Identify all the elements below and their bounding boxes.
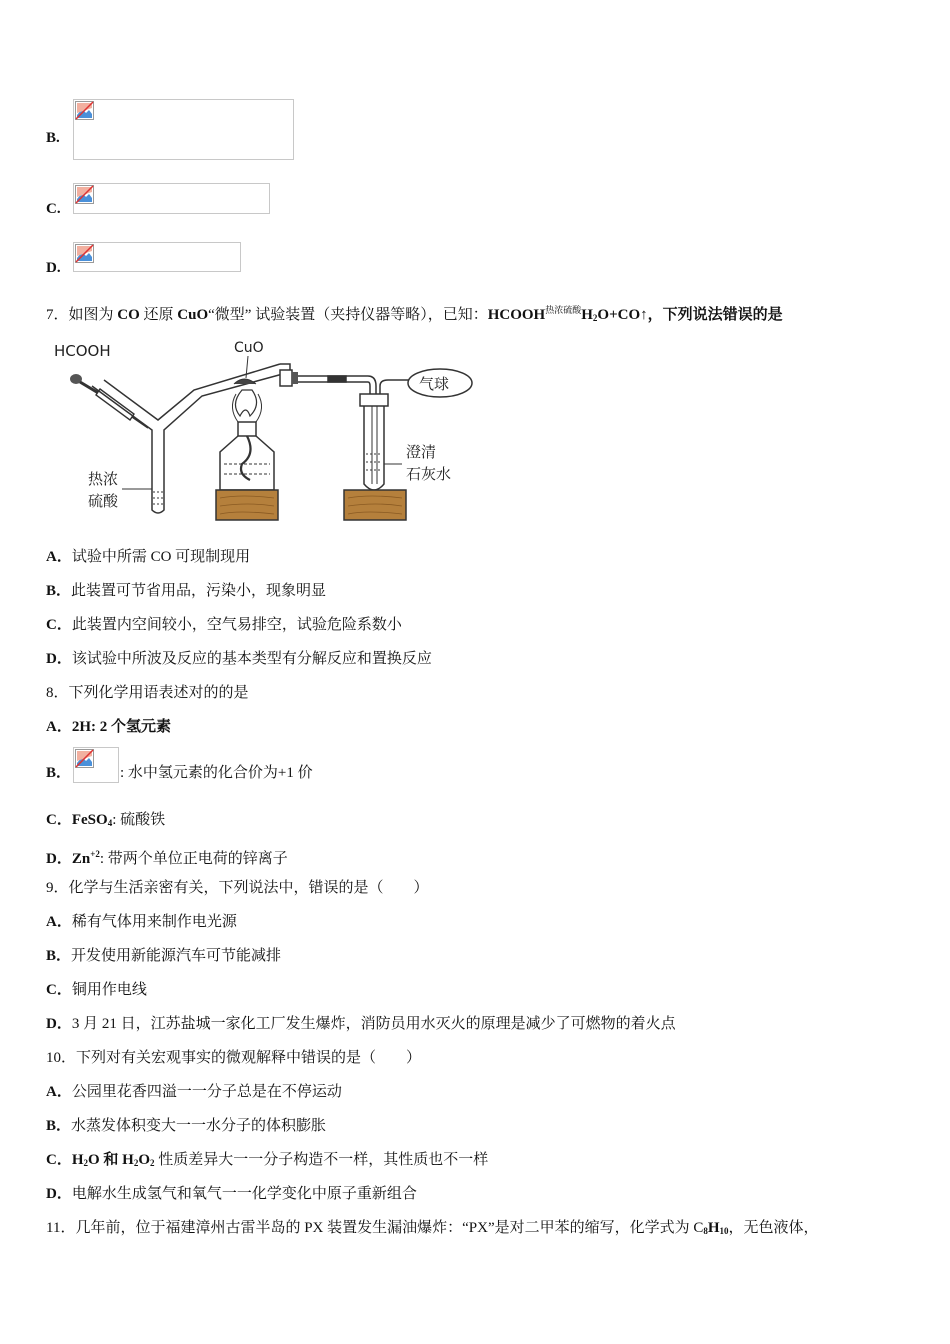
- subscript: 2: [150, 1158, 155, 1168]
- q9-option-c: [46, 980, 147, 1000]
- q9-option-d: [46, 1014, 676, 1034]
- q7-stem-text: 7．如图为: [46, 307, 118, 323]
- q7-option-d: [46, 649, 432, 669]
- question-stem: 8．下列化学用语表述对的的是: [46, 685, 249, 701]
- broken-image-icon: [75, 185, 94, 204]
- broken-image-icon: [75, 101, 94, 120]
- hcooh-label: HCOOH: [54, 342, 111, 360]
- option-text: 水蒸发体积变大一一水分子的体积膨胀: [71, 1118, 327, 1134]
- balloon: [408, 369, 472, 397]
- option-label: C．: [46, 1152, 72, 1168]
- formula-co: CO: [117, 307, 140, 323]
- option-text: 铜用作电线: [71, 982, 147, 998]
- q7-stem-text: 还原: [139, 307, 178, 323]
- question-stem: 11．几年前，位于福建漳州古雷半岛的 PX 装置发生漏油爆炸：“PX”是对二甲苯的缩写，化学式为 C: [46, 1220, 704, 1236]
- dropper: [70, 374, 148, 428]
- subscript: 2: [592, 313, 598, 323]
- subscript: 2: [133, 1158, 139, 1168]
- option-text: : 水中氢元素的化合价为+1 价: [120, 765, 313, 781]
- connector-tube: [298, 376, 410, 404]
- option-text: 公园里花香四溢一一分子总是在不停运动: [71, 1084, 342, 1100]
- option-text: 稀有气体用来制作电光源: [71, 914, 237, 930]
- q6-option-c: [46, 199, 61, 219]
- cuo-label: CuO: [234, 340, 264, 356]
- option-label: B．: [46, 583, 72, 599]
- option-label: D．: [46, 1186, 72, 1202]
- q10-option-d: [46, 1184, 417, 1204]
- broken-image-icon: [75, 749, 94, 768]
- q8-option-b-text: [120, 763, 313, 783]
- formula-products: H: [581, 307, 593, 323]
- q8-option-b-image: [73, 747, 119, 783]
- broken-image-icon: [75, 244, 94, 263]
- option-label: D.: [46, 260, 61, 276]
- subscript: 4: [107, 818, 113, 828]
- q8-option-a: [46, 717, 171, 737]
- q10-option-a: [46, 1082, 342, 1102]
- q7-stem-text: “微型” 试验装置（夹持仪器等略），已知：: [208, 307, 488, 323]
- subscript: 10: [719, 1226, 729, 1236]
- balloon-label: 气球: [419, 375, 450, 393]
- formula-cuo: CuO: [177, 307, 209, 323]
- option-text: 此装置内空间较小，空气易排空，试验危险系数小: [71, 617, 402, 633]
- superscript: +2: [90, 849, 100, 859]
- q7-option-b: [46, 581, 326, 601]
- wooden-block: [344, 490, 406, 520]
- q8-stem: [46, 683, 249, 703]
- q8-option-b: [46, 763, 71, 783]
- option-label: B．: [46, 1118, 72, 1134]
- option-label: B．: [46, 948, 72, 964]
- q10-option-b: [46, 1116, 326, 1136]
- q7-stem: [46, 305, 783, 328]
- option-label: A．: [46, 914, 72, 930]
- option-text: 此装置可节省用品，污染小，现象明显: [71, 583, 327, 599]
- wooden-block: [216, 490, 278, 520]
- formula: O 和 H: [88, 1152, 134, 1168]
- option-text: 试验中所需 CO 可现制现用: [71, 549, 251, 565]
- option-label: C．: [46, 812, 72, 828]
- option-label: D．: [46, 1016, 72, 1032]
- option-text: 3 月 21 日，江苏盐城一家化工厂发生爆炸，消防员用水灭火的原理是减少了可燃物的着火点: [71, 1016, 676, 1032]
- option-label: B.: [46, 130, 60, 146]
- q6-option-b-image: [73, 99, 294, 160]
- lime-water-label-2: 石灰水: [406, 465, 452, 483]
- question-stem: 9．化学与生活亲密有关，下列说法中，错误的是（ ）: [46, 880, 429, 896]
- formula-products: O+CO↑，下列说法错误的是: [597, 307, 783, 323]
- acid-label-2: 硫酸: [88, 492, 119, 510]
- q6-option-d: [46, 258, 61, 278]
- q6-option-c-image: [73, 183, 270, 214]
- formula: H: [707, 1220, 720, 1236]
- alcohol-lamp: [220, 422, 274, 490]
- q6-option-b: [46, 128, 60, 148]
- option-label: C．: [46, 982, 72, 998]
- lime-water-label-1: 澄清: [406, 443, 437, 461]
- reaction-condition: 热浓硫酸: [545, 305, 582, 315]
- test-tube: [360, 394, 402, 490]
- question-stem: 10．下列对有关宏观事实的微观解释中错误的是（ ）: [46, 1050, 422, 1066]
- question-stem: ，无色液体，: [728, 1220, 819, 1236]
- q10-option-c: [46, 1150, 488, 1173]
- option-text: : 硫酸铁: [112, 812, 166, 828]
- subscript: 2: [83, 1158, 89, 1168]
- option-text: 该试验中所波及反应的基本类型有分解反应和置换反应: [71, 651, 432, 667]
- formula-feso4: FeSO: [71, 812, 108, 828]
- q11-stem: [46, 1218, 819, 1241]
- formula: H: [71, 1152, 84, 1168]
- option-text: 性质差异大一一分子构造不一样，其性质也不一样: [154, 1152, 489, 1168]
- option-text: 电解水生成氢气和氧气一一化学变化中原子重新组合: [71, 1186, 417, 1202]
- option-label: A．: [46, 549, 72, 565]
- option-label: A．: [46, 1084, 72, 1100]
- q9-stem: [46, 878, 429, 898]
- option-text: 开发使用新能源汽车可节能减排: [71, 948, 282, 964]
- q8-option-d: [46, 844, 288, 869]
- option-label: B．: [46, 765, 72, 781]
- option-label: C.: [46, 201, 61, 217]
- option-text: 2H: 2 个氢元素: [71, 719, 172, 735]
- option-label: D．: [46, 851, 72, 867]
- subscript: 8: [703, 1226, 708, 1236]
- acid-label-1: 热浓: [88, 470, 119, 488]
- option-label: D．: [46, 651, 72, 667]
- q7-option-c: [46, 615, 402, 635]
- formula: O: [138, 1152, 151, 1168]
- option-label: A．: [46, 719, 72, 735]
- option-text: : 带两个单位正电荷的锌离子: [99, 851, 288, 867]
- apparatus-figure: [52, 334, 482, 524]
- q9-option-b: [46, 946, 281, 966]
- formula-hcooh: HCOOH: [487, 307, 546, 323]
- q7-option-a: [46, 547, 250, 567]
- formula-zn: Zn: [71, 851, 91, 867]
- option-label: C．: [46, 617, 72, 633]
- q6-option-d-image: [73, 242, 241, 272]
- q8-option-c: [46, 810, 165, 833]
- q9-option-a: [46, 912, 237, 932]
- q10-stem: [46, 1048, 421, 1068]
